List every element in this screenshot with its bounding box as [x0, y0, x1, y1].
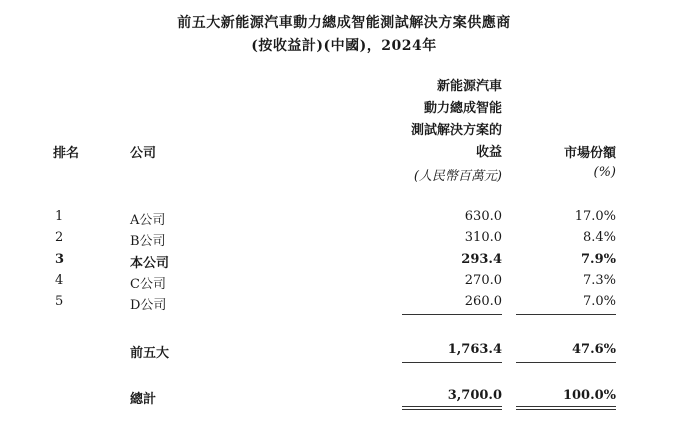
total-double-rule-revenue-bottom [402, 409, 502, 410]
total-double-rule-share-top [516, 406, 616, 407]
total-revenue: 3,700.0 [447, 388, 502, 403]
top-five-label: 前五大 [130, 346, 170, 361]
table-title: 前五大新能源汽車動力總成智能測試解決方案供應商 [177, 15, 511, 31]
revenue-cell: 310.0 [464, 230, 502, 245]
top-five-rule-revenue [402, 362, 502, 363]
rank-header: 排名 [53, 146, 80, 161]
revenue-cell: 260.0 [464, 294, 502, 309]
total-row [0, 388, 688, 408]
revenue-cell: 270.0 [464, 273, 502, 288]
share-cell: 7.9% [581, 252, 616, 267]
subtotal-rule-share [516, 314, 616, 315]
company-cell: A公司 [130, 213, 166, 228]
total-label: 總計 [130, 392, 157, 407]
share-cell: 8.4% [582, 230, 616, 245]
table-subtitle: (按收益計)(中國)，2024年 [251, 38, 437, 54]
rank-cell: 3 [55, 252, 65, 267]
share-unit: (%) [593, 165, 616, 180]
table-row [0, 273, 688, 293]
rank-cell: 2 [55, 230, 64, 245]
rank-cell: 4 [55, 273, 64, 288]
revenue-header-line-2: 動力總成智能 [423, 101, 502, 116]
top-five-rule-share [516, 362, 616, 363]
revenue-cell: 293.4 [461, 252, 502, 267]
table-row [0, 294, 688, 314]
top-five-row [0, 342, 688, 362]
revenue-unit: (人民幣百萬元) [413, 169, 502, 184]
top-five-share: 47.6% [571, 342, 616, 357]
total-share: 100.0% [562, 388, 616, 403]
company-cell: B公司 [130, 234, 166, 249]
revenue-header-line-4: 收益 [475, 145, 502, 160]
revenue-header [411, 76, 502, 164]
table-row [0, 209, 688, 229]
share-cell: 7.0% [582, 294, 616, 309]
rank-cell: 1 [55, 209, 64, 224]
company-cell: 本公司 [130, 256, 170, 271]
revenue-header-line-1: 新能源汽車 [436, 79, 502, 94]
company-cell: D公司 [130, 298, 167, 313]
table-row [0, 230, 688, 250]
share-cell: 7.3% [582, 273, 616, 288]
total-double-rule-revenue-top [402, 406, 502, 407]
subtotal-rule-revenue [402, 314, 502, 315]
share-cell: 17.0% [574, 209, 616, 224]
total-double-rule-share-bottom [516, 409, 616, 410]
rank-cell: 5 [55, 294, 64, 309]
company-cell: C公司 [130, 277, 166, 292]
table-row-highlight [0, 252, 688, 272]
revenue-cell: 630.0 [464, 209, 502, 224]
market-share-header: 市場份額 [563, 146, 616, 161]
revenue-header-line-3: 測試解決方案的 [410, 123, 502, 138]
top-five-revenue: 1,763.4 [447, 342, 502, 357]
company-header: 公司 [130, 146, 157, 161]
